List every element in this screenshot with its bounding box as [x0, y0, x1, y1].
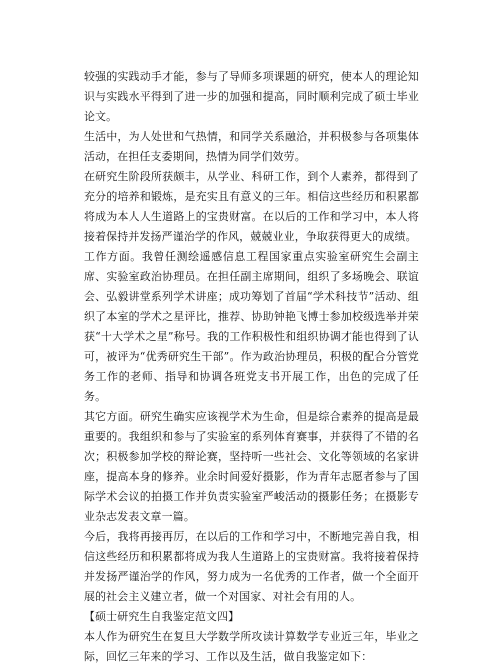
document-body — [84, 67, 419, 667]
paragraph-research-ability: 较强的实践动手才能，参与了导师多项课题的研究，使本人的理论知识与实践水平得到了进一步的加强和提高，同时顺利完成了硕士毕业论文。 — [84, 70, 419, 123]
paragraph-intro: 本人作为研究生在复旦大学数学所攻读计算数学专业近三年，毕业之际，回忆三年来的学习、工作以及生活，做自我鉴定如下： — [84, 630, 419, 663]
paragraph-other: 其它方面。研究生确实应该视学术为生命，但是综合素养的提高是最重要的。我组织和参与了实验室的系列体育赛事，并获得了不错的名次；积极参加学校的辩论赛，坚持听一些社会、文化等领域的名家讲座，提高本身的修养。业余时间爱好摄影，作为青年志愿者参与了国际学术会议的拍摄工作并负责实验室严峻活动的摄影任务；在摄影专业杂志发表文章一篇。 — [84, 410, 419, 523]
section-heading: 【硕士研究生自我鉴定范文四】 — [84, 610, 240, 623]
paragraph-future: 今后，我将再接再厉，在以后的工作和学习中，不断地完善自我，相信这些经历和积累都将成为我人生道路上的宝贵财富。我将接着保持并发扬严谨治学的作风，努力成为一名优秀的工作者，做一个全面开展的社会主义建立者，做一个对国家、对社会有用的人。 — [84, 530, 419, 603]
paragraph-study-summary: 在研究生阶段所获颇丰，从学业、科研工作，到个人素养，都得到了充分的培养和锻炼，是充实且有意义的三年。相信这些经历和积累都将成为本人人生道路上的宝贵财富。在以后的工作和学习中，本人将接着保持并发扬严谨治学的作风，兢兢业业，争取获得更大的成绩。 — [84, 170, 419, 243]
paragraph-work: 工作方面。我曾任测绘遥感信息工程国家重点实验室研究生会副主席、实验室政治协理员。在担任副主席期间，组织了多场晚会、联谊会、弘毅讲堂系列学术讲座；成功筹划了首届“学术科技节”活动、组织了本室的学术之星评比，推荐、协助钟艳飞博士参加校级选举并荣获“十大学术之星”称号。我的工作积极性和组织协调才能也得到了认可，被评为“优秀研究生干部”。作为政治协理员，积极的配合分管党务工作的老师、指导和协调各班党支书开展工作，出色的完成了任务。 — [84, 250, 419, 403]
paragraph-life: 生活中，为人处世和气热情，和同学关系融洽，并积极参与各项集体活动，在担任支委期间，热情为同学们效劳。 — [84, 130, 419, 163]
